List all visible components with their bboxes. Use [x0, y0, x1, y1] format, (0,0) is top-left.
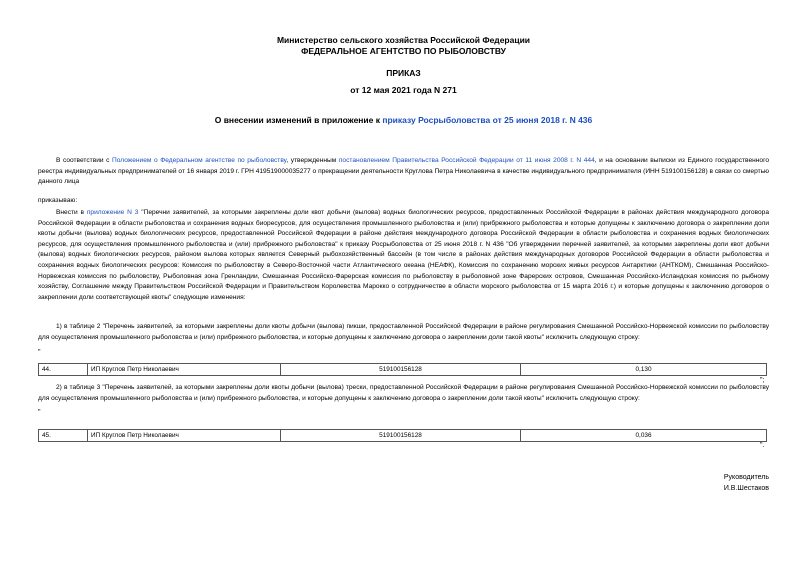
row-name: ИП Круглов Петр Николаевич: [88, 430, 281, 442]
table-row: [39, 364, 767, 376]
table-2-row: [38, 363, 767, 376]
table-3-row: [38, 429, 767, 442]
main-text-2: "Перечни заявителей, за которыми закреплены доли квот добычи (вылова) водных биологических ресурсов, предоставленных Российской Федерации в районах действия международного договора Российской Федерации в области рыболовства и сохранения водных биоресурсов, для осуществления промышленного рыболовства и (или) прибрежного рыболовства и которые допущены к заключению договора о закреплении доли квоты добычи (вылова) водных биологических ресурсов, предоставленной Российской Федерации в районе действия международного договора Российской Федерации в области рыболовства и сохранения водных биологических ресурсов, для осуществления промышленного рыболовства и (или) прибрежного рыболовства" к приказу Росрыболовства от 25 июня 2018 г. N 436 "Об утверждении перечней заявителей, за которыми закреплены доли квот добычи (вылова) водных биологических ресурсов, районом вылова которых является Северный рыбохозяйственный бассейн (в том числе в районах действия международных договоров Российской Федерации в области рыболовства и сохранения водных биологических ресурсов: Комиссия по рыболовству в Северо-Восточной части Атлантического океана (НЕАФК), Комиссия по сохранению морских живых ресурсов Антарктики (АНТКОМ), Смешанная Российско-Норвежская комиссия по рыболовству, Рыболовная зона Гренландии, Смешанная Российско-Фарерская комиссия по рыболовству в рыболовной зоне Фарерских островов, Смешанная Российско-Исландская комиссия по рыбному хозяйству, Соглашение между Правительством Российской Федерации и Правительством Королевства Марокко о сотрудничестве в области морского рыболовства от 15 марта 2016 г.) и которые допущены к заключению договоров о закреплении доли соответствующей квоты" следующие изменения:: [38, 209, 769, 301]
title-text: О внесении изменений в приложение к: [214, 115, 383, 125]
table-row: [39, 430, 767, 442]
item-1-text: 1) в таблице 2 "Перечень заявителей, за которыми закреплены доли квоты добычи (вылова) пикши, предоставленной Российской Федерации в районе регулирования Смешанной Российско-Норвежской комиссии по рыболовству для осуществления промышленного рыболовства и (или) прибрежного рыболовства, и которые допущены к заключению договора о закреплении доли такой квоты" исключить следующую строку:: [38, 323, 769, 341]
signatory-name: И.В.Шестаков: [723, 484, 769, 492]
row-share: 0,036: [521, 430, 767, 442]
document-date: от 12 мая 2021 года N 271: [350, 85, 457, 95]
row-inn: 519100156128: [281, 364, 521, 376]
item-2-close-quote: ".: [760, 442, 765, 449]
document-type: ПРИКАЗ: [386, 68, 421, 78]
signature-block: [724, 473, 769, 494]
item-1-close-quote: ";: [760, 377, 765, 384]
row-number: 45.: [39, 430, 88, 442]
ministry-name: Министерство сельского хозяйства Российской Федерации: [276, 35, 531, 45]
decree-link[interactable]: постановлением Правительства Российской Федерации от 11 июня 2008 г. N 444: [338, 157, 595, 164]
preamble-text-2: , утвержденным: [286, 157, 339, 164]
row-inn: 519100156128: [281, 430, 521, 442]
document-title: [0, 115, 807, 126]
item-2-paragraph: [38, 383, 769, 404]
main-text-1: Внести в: [56, 209, 87, 216]
preamble-text-1: В соответствии с: [56, 157, 113, 164]
row-number: 44.: [39, 364, 88, 376]
item-2-open-quote: ": [38, 409, 41, 416]
row-share: 0,130: [521, 364, 767, 376]
signatory-role: Руководитель: [723, 474, 769, 481]
regulation-link[interactable]: Положением о Федеральном агентстве по рыболовству: [112, 157, 287, 164]
main-paragraph: [38, 208, 769, 303]
agency-name: ФЕДЕРАЛЬНОЕ АГЕНТСТВО ПО РЫБОЛОВСТВУ: [301, 46, 506, 56]
order-word: приказываю:: [38, 197, 78, 204]
row-name: ИП Круглов Петр Николаевич: [88, 364, 281, 376]
title-link[interactable]: приказу Росрыболовства от 25 июня 2018 г. N 436: [382, 115, 593, 125]
item-1-paragraph: [38, 322, 769, 343]
preamble-text-3: , и на основании выписки из Единого государственного реестра индивидуальных предпринимателей от 16 января 2019 г. ГРН 419519000035277 о прекращении деятельности Круглова Петра Николаевича в качестве индивидуального предпринимателя (ИНН 519100156128) в связи со смертью данного лица: [38, 157, 769, 186]
item-2-text: 2) в таблице 3 "Перечень заявителей, за которыми закреплены доли квоты добычи (вылова) трески, предоставленной Российской Федерации в районе регулирования Смешанной Российско-Норвежской комиссии по рыболовству для осуществления промышленного рыболовства и (или) прибрежного рыболовства, и которые допущены к заключению договора о закреплении доли такой квоты" исключить следующую строку:: [38, 384, 769, 402]
item-1-open-quote: ": [38, 349, 41, 356]
preamble-paragraph: [38, 156, 769, 188]
appendix-link[interactable]: приложение N 3: [86, 209, 139, 216]
